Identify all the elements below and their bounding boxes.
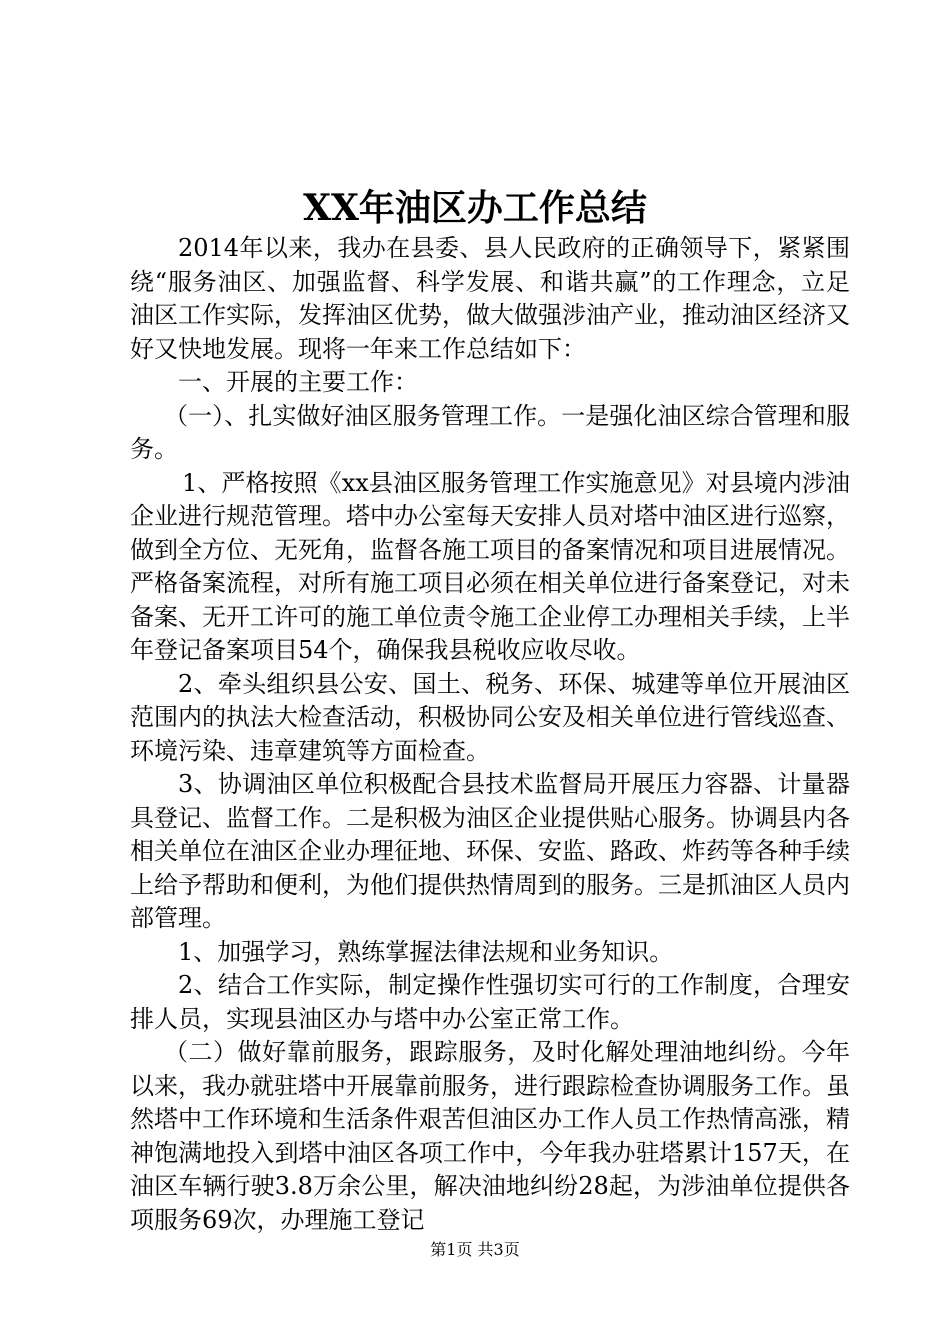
document-body	[130, 232, 850, 1237]
paragraph-item-5: 2、结合工作实际，制定操作性强切实可行的工作制度，合理安排人员，实现县油区办与塔中办公室正常工作。	[130, 971, 850, 1033]
paragraph-item-2: 2、牵头组织县公安、国土、税务、环保、城建等单位开展油区范围内的执法大检查活动，积极协同公安及相关单位进行管线巡查、环境污染、违章建筑等方面检查。	[130, 669, 850, 765]
paragraph-subsection-2: （二）做好靠前服务，跟踪服务，及时化解处理油地纠纷。今年以来，我办就驻塔中开展靠前服务，进行跟踪检查协调服务工作。虽然塔中工作环境和生活条件艰苦但油区办工作人员工作热情高涨，精神饱满地投入到塔中油区各项工作中，今年我办驻塔累计157天，在油区车辆行驶3.8万余公里，解决油地纠纷28起，为涉油单位提供各项服务69次，办理施工登记	[130, 1038, 850, 1234]
paragraph-intro: 2014年以来，我办在县委、县人民政府的正确领导下，紧紧围绕“服务油区、加强监督、科学发展、和谐共赢”的工作理念，立足油区工作实际，发挥油区优势，做大做强涉油产业，推动油区经济又好又快地发展。现将一年来工作总结如下：	[130, 234, 850, 363]
page-footer: 第1页 共3页	[430, 1240, 520, 1259]
paragraph-item-3: 3、协调油区单位积极配合县技术监督局开展压力容器、计量器具登记、监督工作。二是积极为油区企业提供贴心服务。协调县内各相关单位在油区企业办理征地、环保、安监、路政、炸药等各种手续上给予帮助和便利，为他们提供热情周到的服务。三是抓油区人员内部管理。	[130, 770, 850, 932]
paragraph-section-heading: 一、开展的主要工作：	[178, 368, 418, 396]
document-title: XX年油区办工作总结	[303, 187, 647, 229]
paragraph-subsection-1: （一）、扎实做好油区服务管理工作。一是强化油区综合管理和服务。	[130, 401, 850, 463]
paragraph-item-1: 1、严格按照《xx县油区服务管理工作实施意见》对县境内涉油企业进行规范管理。塔中办公室每天安排人员对塔中油区进行巡察，做到全方位、无死角，监督各施工项目的备案情况和项目进展情况。严格备案流程，对所有施工项目必须在相关单位进行备案登记，对未备案、无开工许可的施工单位责令施工企业停工办理相关手续，上半年登记备案项目54个，确保我县税收应收尽收。	[130, 468, 850, 664]
paragraph-item-4: 1、加强学习，熟练掌握法律法规和业务知识。	[178, 937, 674, 966]
